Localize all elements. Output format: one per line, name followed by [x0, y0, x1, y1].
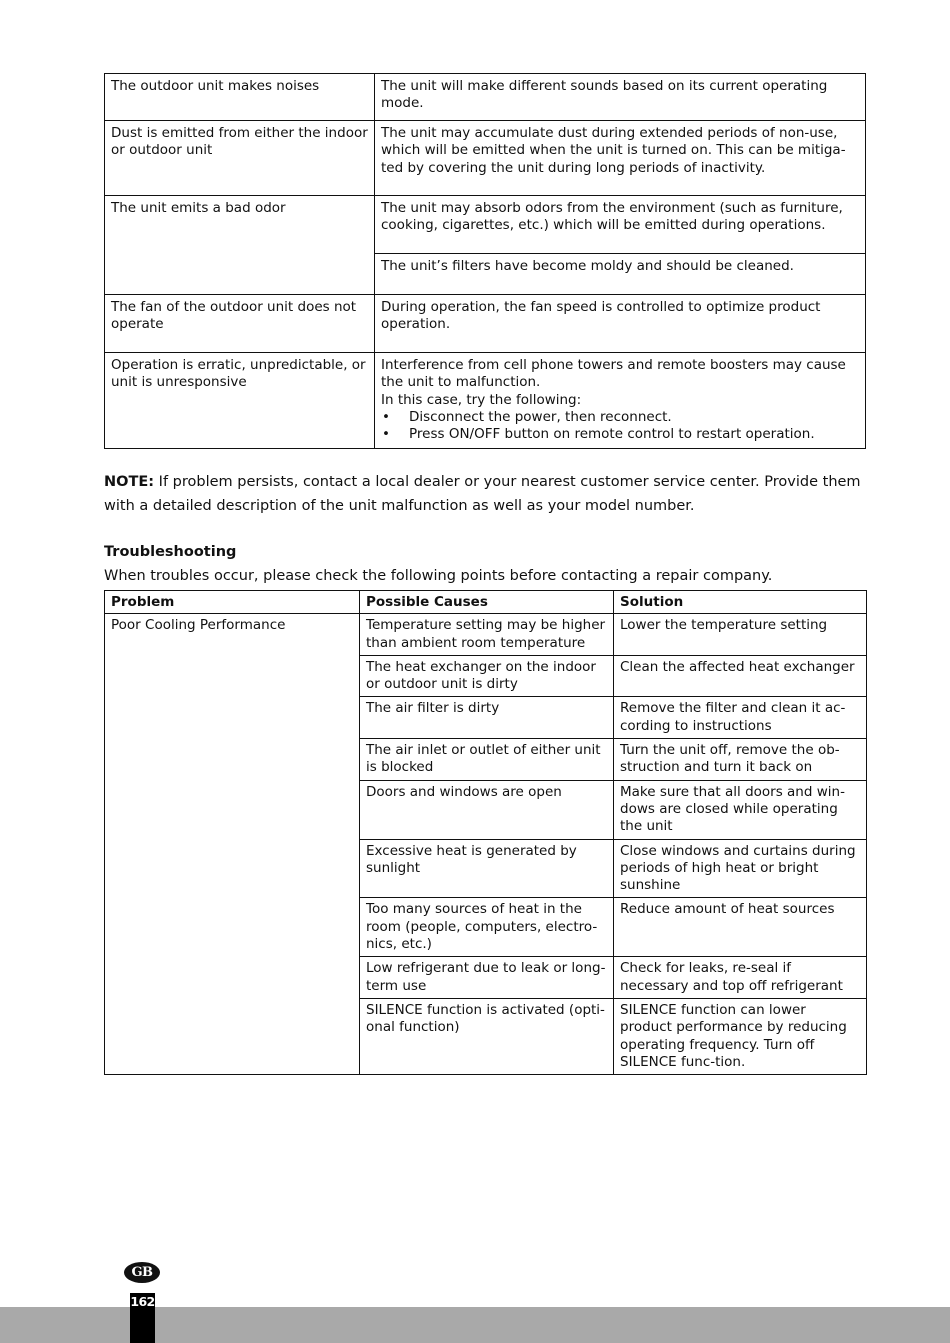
cause-cell: Too many sources of heat in the room (people, computers, electro-nics, etc.)	[360, 898, 614, 957]
cause-cell: The air filter is dirty	[360, 697, 614, 739]
table-row	[105, 121, 866, 196]
column-header-problem: Problem	[105, 591, 360, 614]
symptom-cell: The outdoor unit makes noises	[105, 74, 375, 121]
solution-cell: Turn the unit off, remove the ob-struction and turn it back on	[614, 739, 867, 781]
cause-cell: Excessive heat is generated by sunlight	[360, 839, 614, 898]
solution-cell: Lower the temperature setting	[614, 614, 867, 656]
section-intro: When troubles occur, please check the following points before contacting a repair company.	[104, 568, 773, 584]
cause-cell: The unit will make different sounds based on its current operating mode.	[375, 74, 866, 121]
cause-cell: The unit may absorb odors from the environment (such as furniture, cooking, cigarettes, etc.) which will be emitted during operations.	[375, 196, 866, 254]
cause-cell: Doors and windows are open	[360, 780, 614, 839]
symptom-cell: Operation is erratic, unpredictable, or unit is unresponsive	[105, 353, 375, 449]
cause-cell: Temperature setting may be higher than ambient room temperature	[360, 614, 614, 656]
section-heading: Troubleshooting	[104, 544, 237, 560]
column-header-causes: Possible Causes	[360, 591, 614, 614]
table-row	[105, 614, 867, 656]
table-row	[105, 353, 866, 449]
problem-cell: Poor Cooling Performance	[105, 614, 360, 1075]
column-header-solution: Solution	[614, 591, 867, 614]
solution-cell: SILENCE function can lower product performance by reducing operating frequency. Turn off SILENCE func-tion.	[614, 998, 867, 1074]
troubleshooting-table	[104, 590, 867, 1075]
list-item-text: Press ON/OFF button on remote control to restart operation.	[409, 426, 815, 443]
table-header-row	[105, 591, 867, 614]
solution-cell: Clean the affected heat exchanger	[614, 655, 867, 697]
cause-cell: Low refrigerant due to leak or long-term use	[360, 957, 614, 999]
cause-cell: The unit’s filters have become moldy and should be cleaned.	[375, 254, 866, 295]
solution-cell: Close windows and curtains during periods of high heat or bright sunshine	[614, 839, 867, 898]
table-row	[105, 74, 866, 121]
symptom-cell: Dust is emitted from either the indoor or outdoor unit	[105, 121, 375, 196]
table-row	[105, 295, 866, 353]
cause-line: In this case, try the following:	[381, 391, 582, 408]
language-badge: GB	[124, 1262, 160, 1283]
solution-cell: Reduce amount of heat sources	[614, 898, 867, 957]
symptom-cell: The unit emits a bad odor	[105, 196, 375, 295]
note-label: NOTE:	[104, 474, 155, 490]
solution-cell: Make sure that all doors and win-dows are closed while operating the unit	[614, 780, 867, 839]
cause-cell: During operation, the fan speed is controlled to optimize product operation.	[375, 295, 866, 353]
list-item	[381, 426, 860, 443]
list-item-text: Disconnect the power, then reconnect.	[409, 408, 672, 425]
list-item	[381, 409, 860, 426]
bullet-icon: •	[382, 426, 390, 443]
bullet-list	[381, 409, 860, 444]
cause-cell: SILENCE function is activated (opti-onal function)	[360, 998, 614, 1074]
symptom-cell: The fan of the outdoor unit does not operate	[105, 295, 375, 353]
cause-cell: The heat exchanger on the indoor or outdoor unit is dirty	[360, 655, 614, 697]
solution-cell: Check for leaks, re-seal if necessary and top off refrigerant	[614, 957, 867, 999]
note-paragraph	[104, 470, 874, 518]
solution-cell: Remove the filter and clean it ac-cording to instructions	[614, 697, 867, 739]
table-row	[105, 196, 866, 254]
cause-line: Interference from cell phone towers and remote boosters may cause the unit to malfunction.	[381, 357, 846, 391]
cause-cell: The air inlet or outlet of either unit is blocked	[360, 739, 614, 781]
cause-cell	[375, 353, 866, 449]
symptom-table	[104, 73, 866, 449]
note-text: If problem persists, contact a local dealer or your nearest customer service center. Provide them with a detailed description of the unit malfunction as well as your model number.	[104, 474, 861, 514]
page-number: 162	[130, 1294, 155, 1309]
bullet-icon: •	[382, 408, 390, 425]
cause-cell: The unit may accumulate dust during extended periods of non-use, which will be emitted when the unit is turned on. This can be mitiga-ted by covering the unit during long periods of inactivity.	[375, 121, 866, 196]
